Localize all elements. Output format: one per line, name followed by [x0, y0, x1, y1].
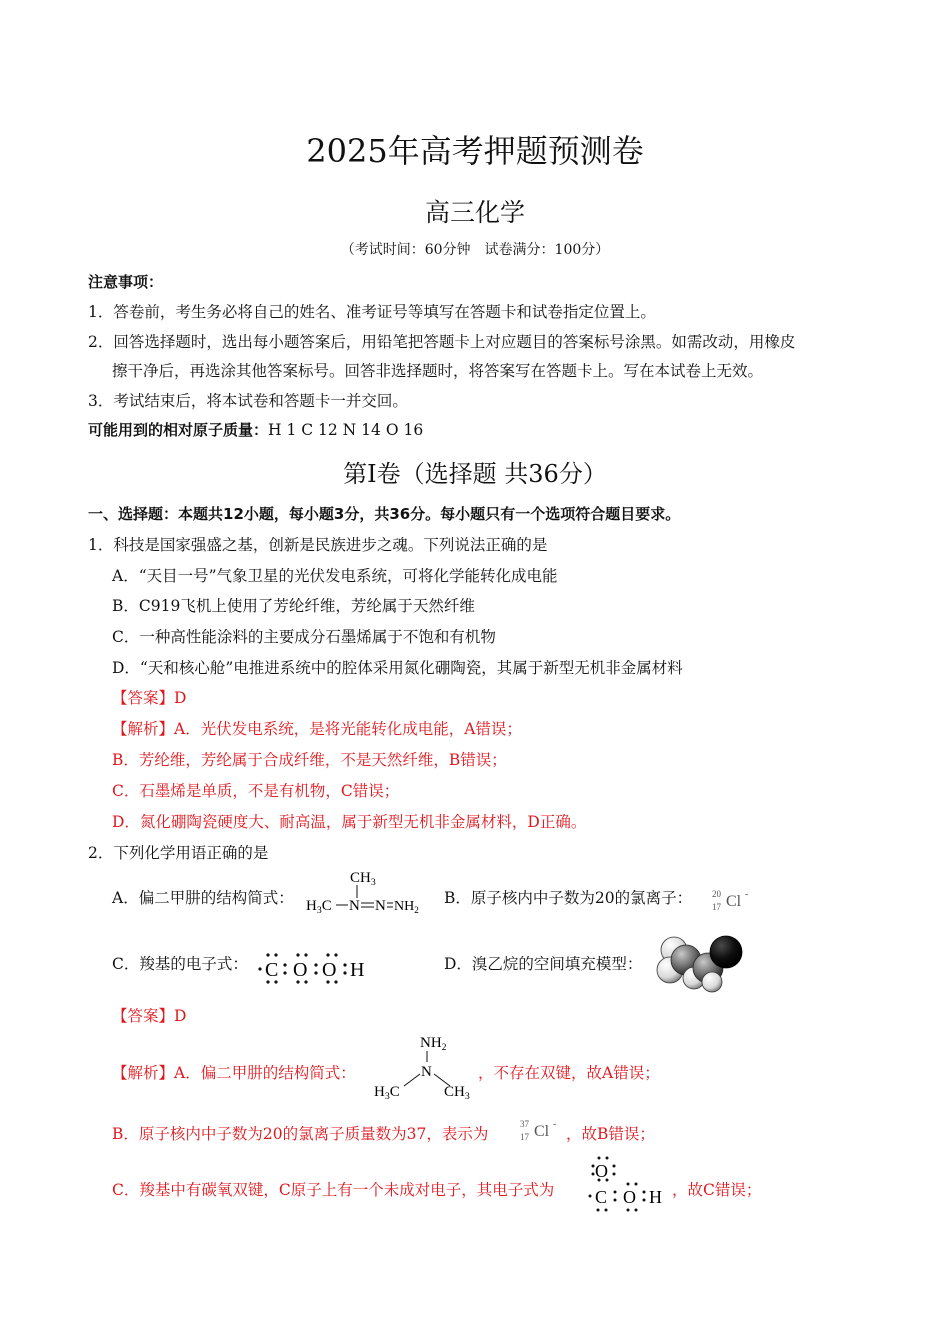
analysis-a-right-group: $CH_3$: [444, 1084, 470, 1102]
part-1-instruction: 一、选择题：本题共12小题，每小题3分，共36分。每小题只有一个选项符合题目要求。: [88, 505, 681, 523]
q2-option-c: C．羧基的电子式：: [112, 955, 248, 973]
analysis-c-oxygen-top: O: [595, 1161, 608, 1181]
notes-item-2-line-1: 2．回答选择题时，选出每小题答案后，用铅笔把答题卡上对应题目的答案标号涂黑。如需改动，用橡皮: [88, 333, 796, 351]
formula-a-ch3-top: $CH_3$: [350, 870, 376, 888]
analysis-b-atomic-number: 17: [520, 1132, 529, 1142]
analysis-c-hydrogen: H: [649, 1187, 662, 1207]
exam-title: 2025年高考押题预测卷: [306, 132, 644, 170]
q1-analysis-b: B．芳纶维，芳纶属于合成纤维，不是天然纤维，B错误；: [112, 751, 507, 769]
atomic-mass-line: [88, 419, 423, 440]
q2-option-b: B．原子核内中子数为20的氯离子：: [444, 889, 693, 907]
q1-stem: 1．科技是国家强盛之基，创新是民族进步之魂。下列说法正确的是: [88, 536, 548, 554]
formula-c-oxygen-1: O: [293, 959, 308, 981]
analysis-c-carbon: C: [595, 1187, 608, 1207]
formula-a-left-group: $H_3C$: [306, 898, 332, 916]
analysis-c-oxygen: O: [623, 1187, 636, 1207]
q2-analysis-c-formula: [586, 1150, 682, 1216]
formula-a-n1: N: [349, 898, 360, 914]
q2-answer: 【答案】D: [112, 1007, 187, 1025]
q2-analysis-b-formula: [518, 1116, 562, 1144]
exam-info: （考试时间：60分钟 试卷满分：100分）: [340, 242, 610, 258]
q2-option-d: D．溴乙烷的空间填充模型：: [444, 955, 643, 973]
atomic-mass-label: 可能用到的相对原子质量：: [88, 421, 269, 439]
analysis-a-nh2: $NH_2$: [420, 1035, 447, 1053]
formula-c-carbon: C: [265, 959, 279, 981]
formula-b-symbol: Cl: [726, 893, 742, 910]
formula-b-atomic-number: 17: [712, 902, 721, 912]
q2-analysis-b-post: ，故B错误；: [566, 1125, 655, 1143]
q2-option-a: A．偏二甲肼的结构简式：: [112, 889, 294, 907]
q2-option-c-formula: [256, 946, 374, 988]
analysis-a-left-group: $H_3C$: [374, 1084, 400, 1102]
formula-c-oxygen-2: O: [322, 959, 337, 981]
q1-analysis-a: 【解析】A．光伏发电系统，是将光能转化成电能，A错误；: [112, 720, 522, 738]
q1-option-d: D．“天和核心舱”电推进系统中的腔体采用氮化硼陶瓷，其属于新型无机非金属材料: [112, 659, 683, 677]
notes-item-1: 1．答卷前，考生务必将自己的姓名、准考证号等填写在答题卡和试卷指定位置上。: [88, 303, 656, 321]
model-h-atom-4: [702, 972, 722, 992]
analysis-b-symbol: Cl: [534, 1123, 550, 1140]
q2-option-d-space-filling-model: [656, 932, 744, 990]
analysis-b-mass-number: 37: [520, 1119, 529, 1129]
notes-heading: 注意事项：: [88, 273, 164, 291]
q1-answer: 【答案】D: [112, 689, 187, 707]
analysis-a-left-bond: [404, 1074, 420, 1086]
q2-analysis-c-pre: C．羧基中有碳氧双键，C原子上有一个未成对电子，其电子式为: [112, 1181, 555, 1199]
q2-option-b-formula: [710, 886, 754, 914]
q1-option-c: C．一种高性能涂料的主要成分石墨烯属于不饱和有机物: [112, 628, 496, 646]
notes-item-3: 3．考试结束后，将本试卷和答题卡一并交回。: [88, 392, 408, 410]
q2-analysis-c-post: ，故C错误；: [672, 1181, 762, 1199]
formula-a-nh2: $NH_2$: [394, 899, 419, 915]
notes-item-2-line-2: 擦干净后，再选涂其他答案标号。回答非选择题时，将答案写在答题卡上。写在本试卷上无效。: [112, 362, 764, 380]
q2-analysis-a-pre: 【解析】A．偏二甲肼的结构简式：: [112, 1064, 356, 1082]
formula-b-charge: -: [745, 889, 749, 900]
analysis-b-charge: -: [553, 1119, 557, 1130]
q2-option-a-formula: [306, 864, 418, 918]
q2-analysis-b-pre: B．原子核内中子数为20的氯离子质量数为37，表示为: [112, 1125, 489, 1143]
formula-c-hydrogen: H: [350, 959, 365, 981]
analysis-a-n: N: [421, 1064, 432, 1080]
q2-analysis-a-text: [112, 1061, 356, 1083]
q2-analysis-a-post: ，不存在双键，故A错误；: [478, 1064, 660, 1082]
formula-a-n2: N: [375, 898, 386, 914]
exam-subtitle: 高三化学: [424, 198, 525, 227]
q1-option-a: A．“天目一号”气象卫星的光伏发电系统，可将化学能转化成电能: [112, 567, 558, 585]
formula-b-mass-number: 20: [712, 889, 721, 899]
q2-stem: 2．下列化学用语正确的是: [88, 844, 269, 862]
q1-option-b: B．C919飞机上使用了芳纶纤维，芳纶属于天然纤维: [112, 597, 475, 615]
q1-analysis-c: C．石墨烯是单质，不是有机物，C错误；: [112, 782, 400, 800]
model-br-atom: [710, 936, 742, 968]
part-1-title: 第Ⅰ卷（选择题 共36分）: [343, 460, 607, 488]
atomic-mass-values: H 1 C 12 N 14 O 16: [268, 421, 424, 439]
q1-analysis-d: D．氮化硼陶瓷硬度大、耐高温，属于新型无机非金属材料，D正确。: [112, 813, 587, 831]
q2-analysis-a-formula: [374, 1030, 478, 1102]
